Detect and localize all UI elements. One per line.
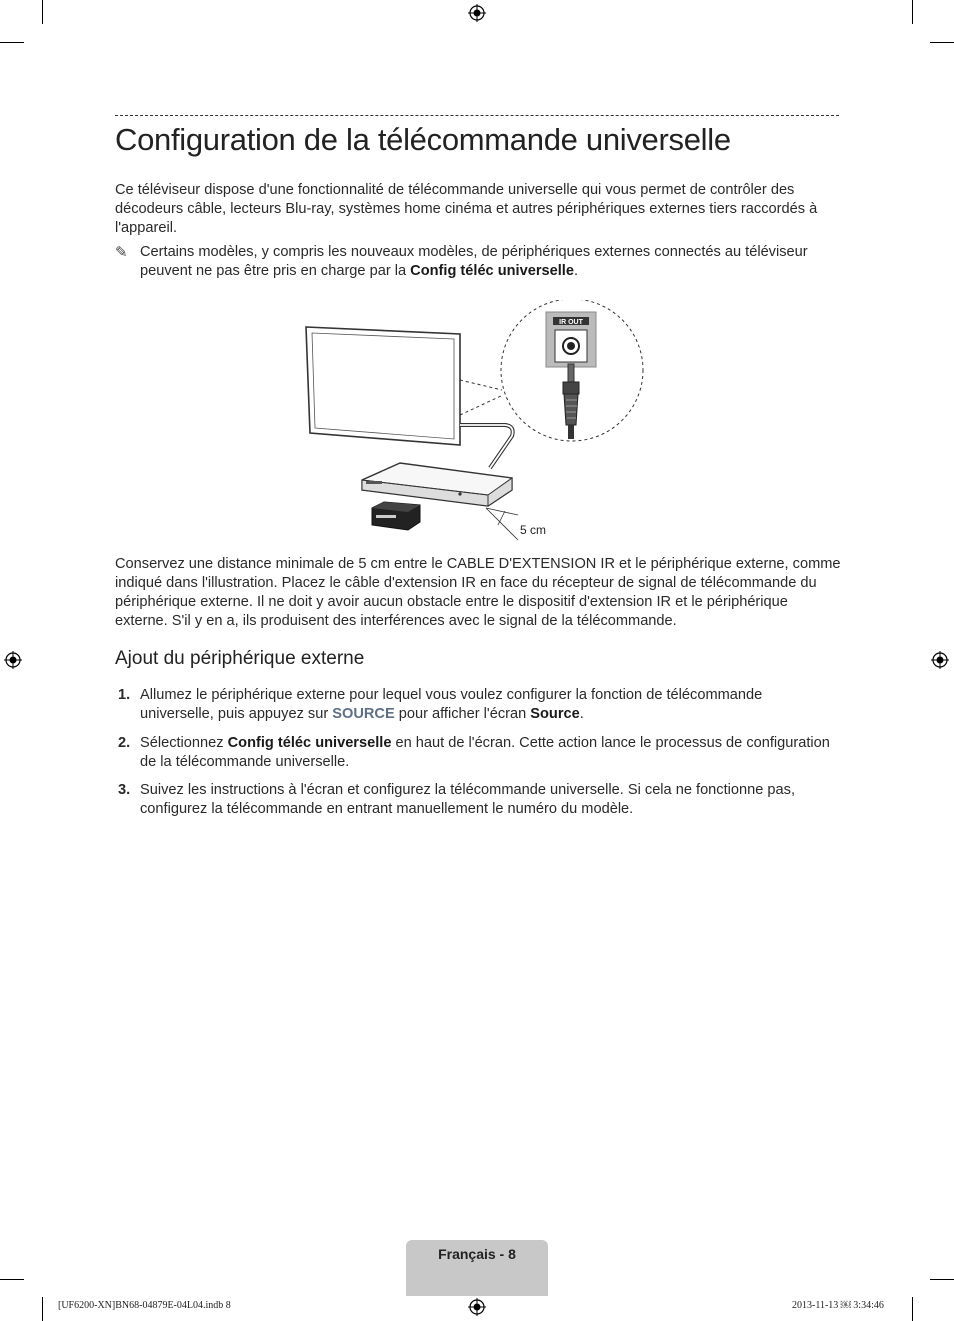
file-info: [UF6200-XN]BN68-04879E-04L04.indb 8 (58, 1300, 231, 1311)
set-top-box-illustration (362, 463, 512, 506)
pencil-note-icon: ✎ (115, 244, 128, 261)
print-timestamp: 2013-11-13 ￼ 3:34:46 (792, 1300, 884, 1311)
crop-mark (930, 42, 954, 43)
ir-out-port-illustration (546, 312, 596, 367)
distance-label: 5 cm (520, 523, 547, 537)
registration-mark-icon (4, 651, 22, 669)
crop-mark (930, 1279, 954, 1280)
registration-mark-icon (931, 651, 949, 669)
title-divider (115, 115, 839, 116)
registration-mark-icon (468, 1298, 486, 1316)
note-text: Certains modèles, y compris les nouveaux modèles, de périphériques externes connectés au téléviseur peuvent ne pas être pris en charge par la Config téléc universelle. (140, 244, 808, 279)
ir-extension-illustration (300, 300, 660, 550)
registration-mark-icon (468, 4, 486, 22)
intro-paragraph: Ce téléviseur dispose d'une fonctionnalité de télécommande universelle qui vous permet de contrôler des décodeurs câble, lecteurs Blu-ray, systèmes home cinéma et autres périphériques externes tiers raccordés à l'appareil. (115, 182, 818, 236)
tv-illustration (306, 327, 460, 445)
source-keyword: SOURCE (332, 706, 395, 722)
note-keyword: Config téléc universelle (410, 263, 574, 279)
page-title: Configuration de la télécommande universelle (115, 122, 731, 157)
distance-paragraph: Conservez une distance minimale de 5 cm entre le CABLE D'EXTENSION IR et le périphérique externe, comme indiqué dans l'illustration. Placez le câble d'extension IR en face du récepteur de signal de télécommande du périphérique externe. Il ne doit y avoir aucun obstacle entre le dispositif d'extension IR et le périphérique externe. S'il y en a, ils produisent des interférences avec le signal de la télécommande. (115, 556, 841, 629)
crop-mark (42, 0, 43, 24)
port-label: IR OUT (559, 319, 583, 326)
page-number: Français - 8 (438, 1246, 516, 1262)
crop-mark (42, 1297, 43, 1321)
crop-mark (0, 1279, 24, 1280)
crop-mark (0, 42, 24, 43)
ir-extender-illustration (372, 502, 420, 530)
crop-mark (912, 1297, 913, 1321)
crop-mark (912, 0, 913, 24)
section-title: Ajout du périphérique externe (115, 648, 365, 669)
